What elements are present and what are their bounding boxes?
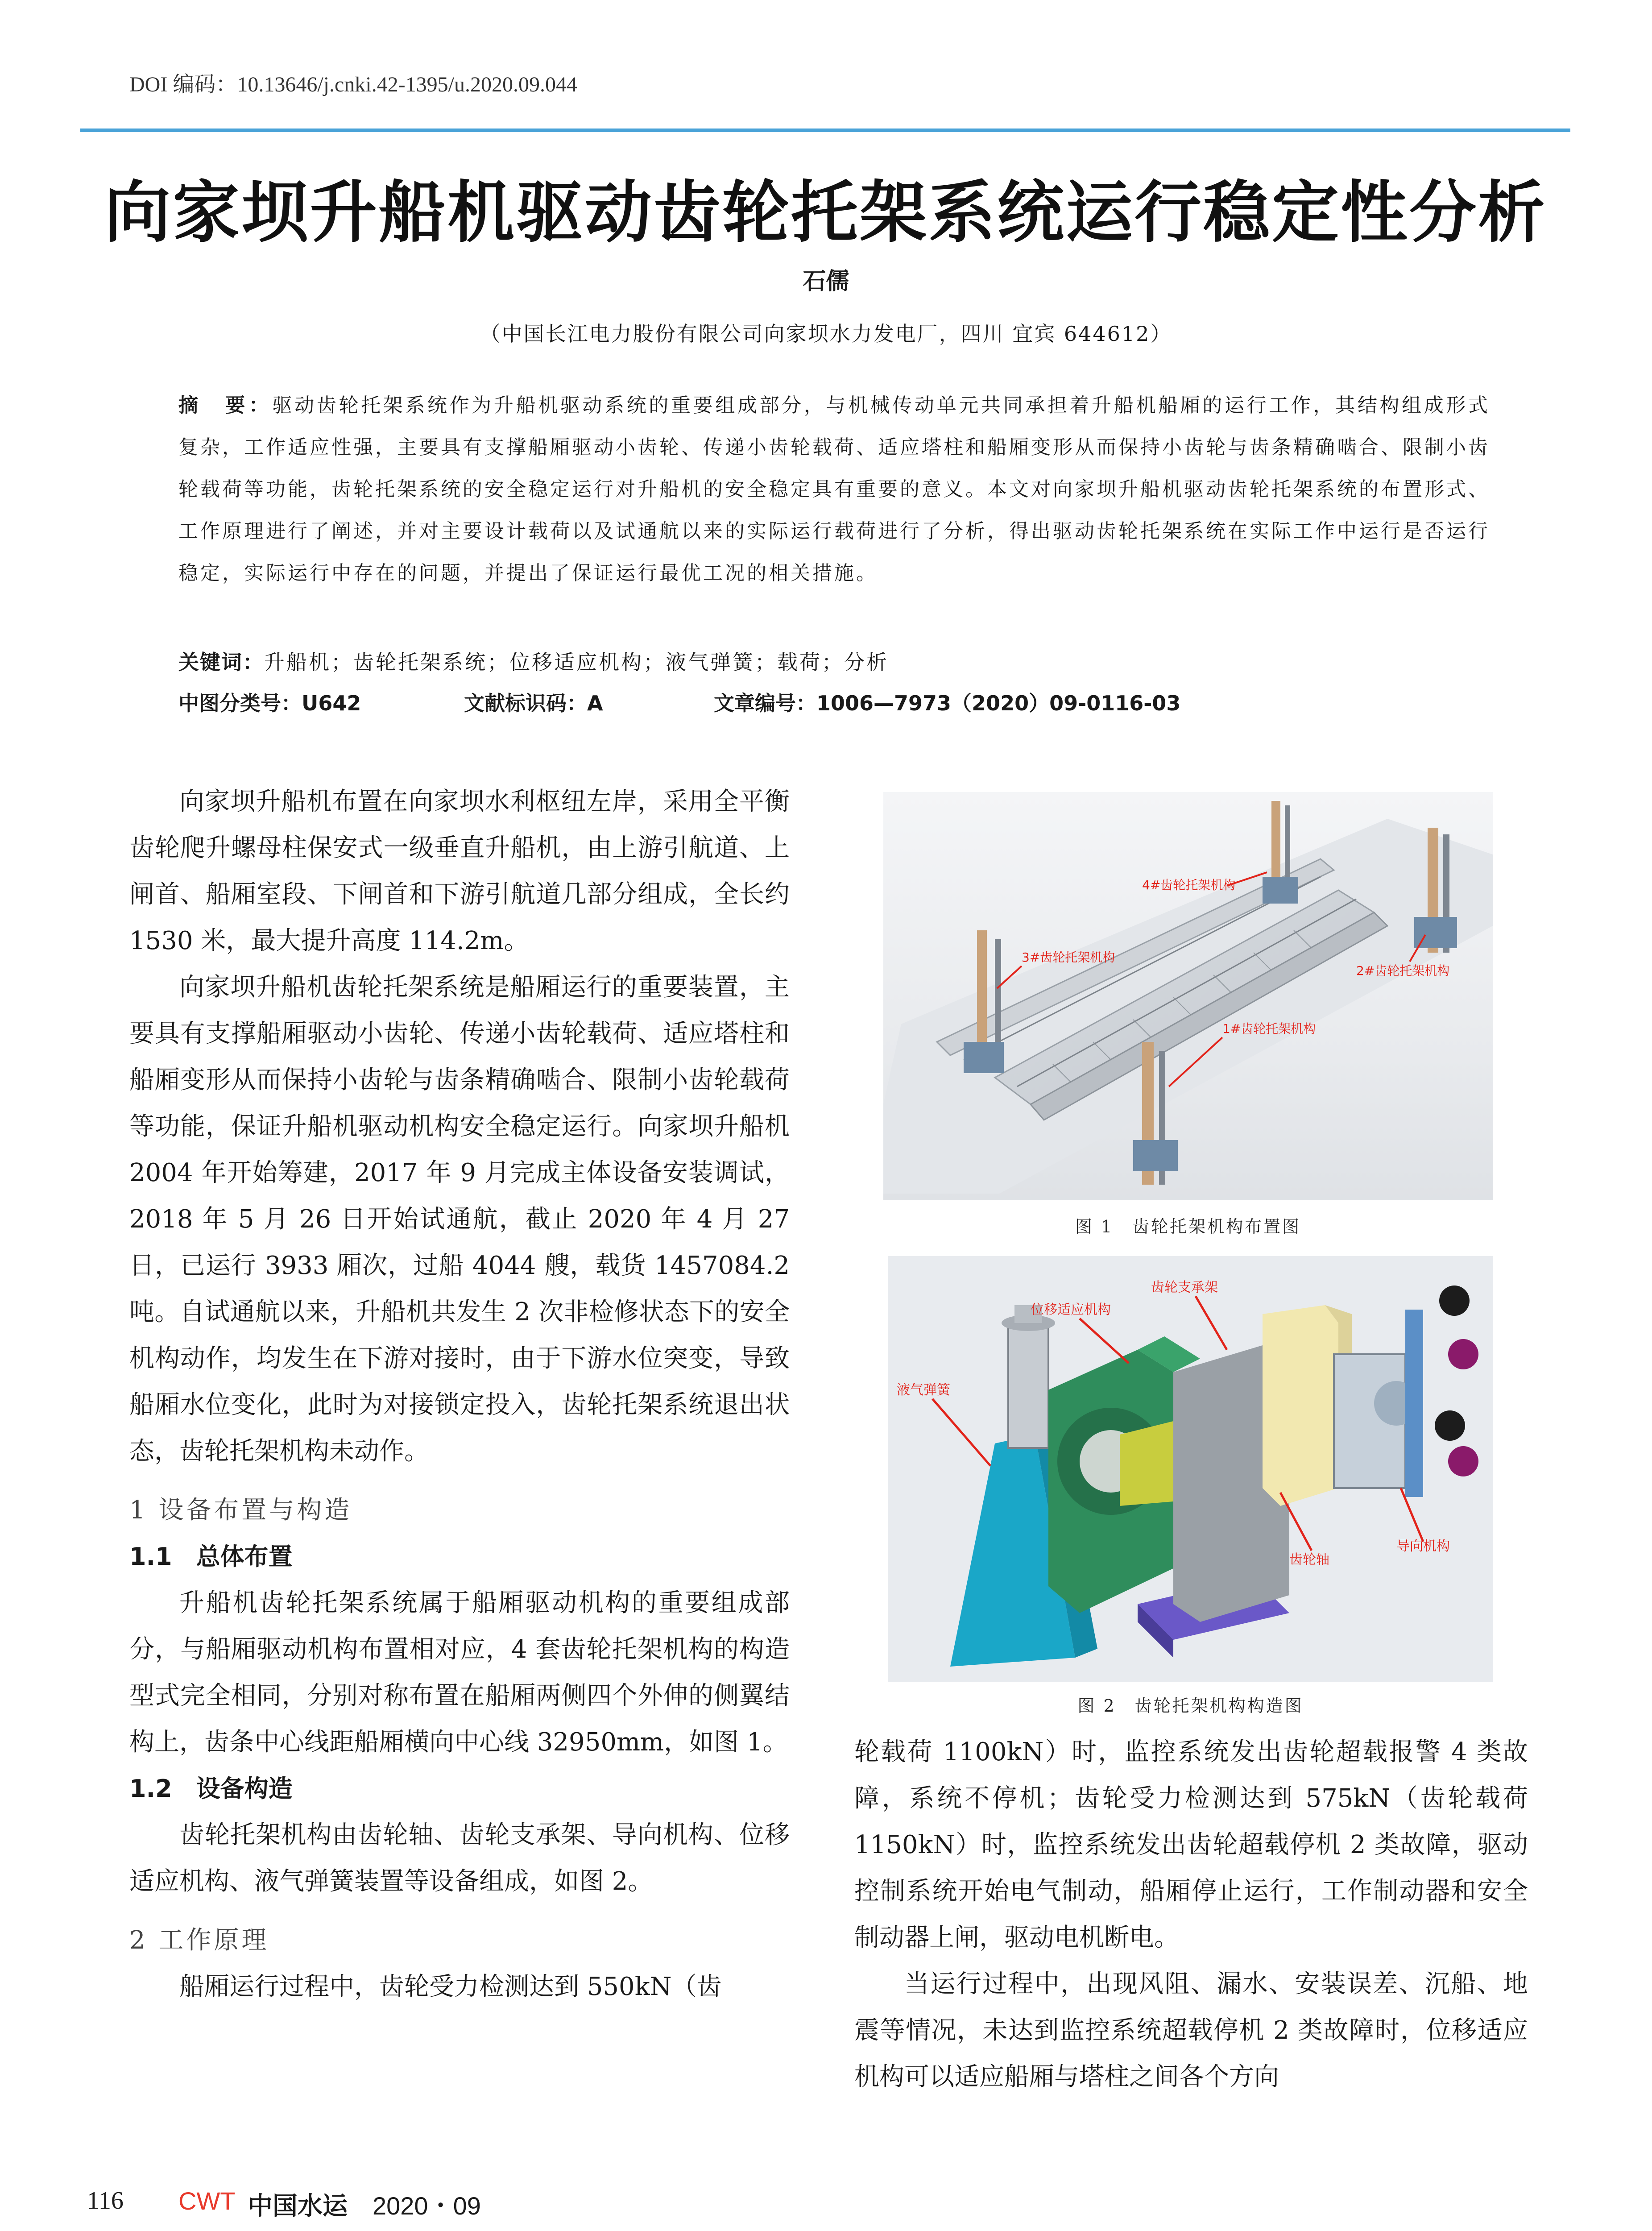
paragraph: 船厢运行过程中，齿轮受力检测达到 550kN（齿: [179, 1972, 722, 2001]
tower-3: [1263, 801, 1298, 904]
figure-1-caption: 图 1 齿轮托架机构布置图: [1075, 1217, 1301, 1236]
section-heading: 2 工作原理: [129, 1926, 269, 1955]
fig1-label-2: 1#齿轮托架机构: [1222, 1021, 1316, 1036]
abstract-label: 摘 要：: [178, 394, 273, 417]
pinion-carrier-drawing: [888, 1256, 1493, 1682]
paragraph: 升船机齿轮托架系统属于船厢驱动机构的重要组成部分，与船厢驱动机构布置相对应，4 套齿轮托架机构的构造型式完全相同，分别对称布置在船厢两侧四个外伸的侧翼结构上，齿条中心线距船厢横向中心线 32950mm，如图 1。: [129, 1588, 790, 1757]
keywords-label: 关键词：: [178, 650, 264, 674]
article-title: 向家坝升船机驱动齿轮托架系统运行稳定性分析: [104, 174, 1547, 252]
support-frame-shape: [1173, 1305, 1352, 1622]
article-number: 文章编号：1006—7973（2020）09-0116-03: [714, 691, 1181, 715]
ship-lift-layout-drawing: [883, 792, 1493, 1200]
fig2-label-support: 齿轮支承架: [1151, 1280, 1218, 1295]
paragraph: 齿轮托架机构由齿轮轴、齿轮支承架、导向机构、位移适应机构、液气弹簧装置等设备组成，如图 2。: [129, 1820, 790, 1896]
paragraph: 当运行过程中，出现风阻、漏水、安装误差、沉船、地震等情况，未达到监控系统超载停机 2 类故障时，位移适应机构可以适应船厢与塔柱之间各个方向: [854, 1970, 1528, 2091]
figure-2-caption: 图 2 齿轮托架机构构造图: [1077, 1696, 1304, 1716]
paragraph: 向家坝升船机齿轮托架系统是船厢运行的重要装置，主要具有支撑船厢驱动小齿轮、传递小齿轮载荷、适应塔柱和船厢变形从而保持小齿轮与齿条精确啮合、限制小齿轮载荷等功能，保证升船机驱动机构安全稳定运行。向家坝升船机 2004 年开始筹建，2017 年 9 月完成主体设备安装调试，2018 年 5 月 26 日开始试通航，截止 2020 年 4 月 27 日，已运行 3933 厢次，过船 4044 艘，载货 1457084.2 吨。自试通航以来，升船机共发生 2 次非检修状态下的安全机构动作，均发生在下游对接时，由于下游水位突变，导致船厢水位变化，此时为对接锁定投入，齿轮托架系统退出状态，齿轮托架机构未动作。: [129, 973, 790, 1466]
figure-1-layout-render: [883, 792, 1493, 1200]
figure-2-structure-render: [888, 1256, 1493, 1682]
fig1-label-3: 4#齿轮托架机构: [1142, 878, 1236, 892]
issue-date: 2020・09: [373, 2192, 481, 2220]
fig2-label-displacement: 位移适应机构: [1031, 1302, 1111, 1318]
section-heading: 1 设备布置与构造: [129, 1496, 352, 1525]
paragraph: 向家坝升船机布置在向家坝水利枢纽左岸，采用全平衡齿轮爬升螺母柱保安式一级垂直升船机，由上游引航道、上闸首、船厢室段、下闸首和下游引航道几部分组成，全长约 1530 米，最大提升高度 114.2m。: [129, 787, 790, 955]
header-rule: [80, 129, 1570, 132]
guide-mechanism-shape: [1334, 1286, 1478, 1497]
brand-logo: CWT: [178, 2187, 236, 2215]
subsection-heading: 1.2 设备构造: [129, 1775, 293, 1803]
keywords: [178, 646, 889, 676]
abstract-text: 驱动齿轮托架系统作为升船机驱动系统的重要组成部分，与机械传动单元共同承担着升船机船厢的运行工作，其结构组成形式复杂，工作适应性强，主要具有支撑船厢驱动小齿轮、传递小齿轮载荷、适应塔柱和船厢变形从而保持小齿轮与齿条精确啮合、限制小齿轮载荷等功能，齿轮托架系统的安全稳定运行对升船机的安全稳定具有重要的意义。本文对向家坝升船机驱动齿轮托架系统的布置形式、工作原理进行了阐述，并对主要设计载荷以及试通航以来的实际运行载荷进行了分析，得出驱动齿轮托架系统在实际工作中运行是否运行稳定，实际运行中存在的问题，并提出了保证运行最优工况的相关措施。: [178, 394, 1491, 585]
doi-line: DOI 编码：10.13646/j.cnki.42-1395/u.2020.09.044: [129, 73, 577, 96]
fig2-label-spring: 液气弹簧: [897, 1382, 950, 1398]
clc-number: 中图分类号：U642: [178, 691, 361, 715]
left-column: [129, 779, 790, 2010]
journal-name: 中国水运: [248, 2192, 348, 2221]
abstract: [178, 385, 1490, 594]
fig2-label-guide: 导向机构: [1396, 1538, 1450, 1554]
document-code: 文献标识码：A: [464, 691, 603, 715]
subsection-heading: 1.1 总体布置: [129, 1543, 293, 1571]
fig1-label-4: 2#齿轮托架机构: [1356, 963, 1450, 978]
fig1-label-1: 3#齿轮托架机构: [1022, 950, 1115, 965]
right-column: [854, 1729, 1528, 2100]
paragraph: 轮载荷 1100kN）时，监控系统发出齿轮超载报警 4 类故障，系统不停机；齿轮受力检测达到 575kN（齿轮载荷 1150kN）时，监控系统发出齿轮超载停机 2 类故障，驱动控制系统开始电气制动，船厢停止运行，工作制动器和安全制动器上闸，驱动电机断电。: [854, 1738, 1528, 1952]
keywords-text: 升船机；齿轮托架系统；位移适应机构；液气弹簧；载荷；分析: [264, 650, 889, 674]
affiliation: （中国长江电力股份有限公司向家坝水力发电厂，四川 宜宾 644612）: [480, 322, 1172, 346]
fig2-label-shaft: 齿轮轴: [1289, 1552, 1329, 1568]
page-number: 116: [87, 2187, 124, 2214]
author: 石儒: [803, 268, 849, 295]
